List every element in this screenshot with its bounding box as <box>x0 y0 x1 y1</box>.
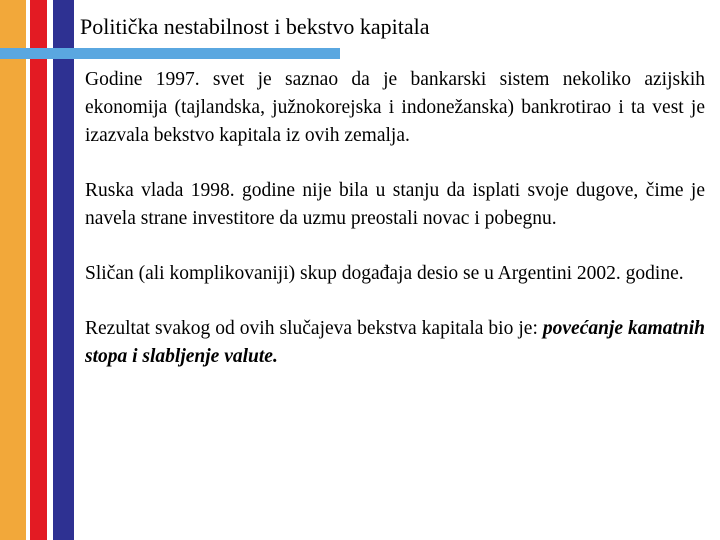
decorative-stripe-yellow <box>0 0 26 540</box>
conclusion-emphasis: povećanje kamatnih stopa i slabljenje valute. <box>85 318 705 367</box>
paragraph-argentina-2002: Sličan (ali komplikovaniji) skup događaja desio se u Argentini 2002. godine. <box>85 263 684 284</box>
decorative-stripe-blue <box>53 0 74 540</box>
slide-body <box>85 66 705 398</box>
paragraph-conclusion <box>85 315 705 371</box>
paragraph-asia-1997: Godine 1997. svet je saznao da je bankarski sistem nekoliko azijskih ekonomija (tajlandska, južnokorejska i indonežanska) bankrotirao i ta vest je izazvala bekstvo kapitala iz ovih zemalja. <box>85 69 705 146</box>
conclusion-lead: Rezultat svakog od ovih slučajeva bekstva kapitala bio je: <box>85 318 543 339</box>
paragraph-russia-1998: Ruska vlada 1998. godine nije bila u stanju da isplati svoje dugove, čime je navela strane investitore da uzmu preostali novac i pobegnu. <box>85 180 705 229</box>
slide-title: Politička nestabilnost i bekstvo kapitala <box>80 14 430 39</box>
title-underline-bar <box>0 48 340 59</box>
decorative-stripe-red <box>30 0 47 540</box>
